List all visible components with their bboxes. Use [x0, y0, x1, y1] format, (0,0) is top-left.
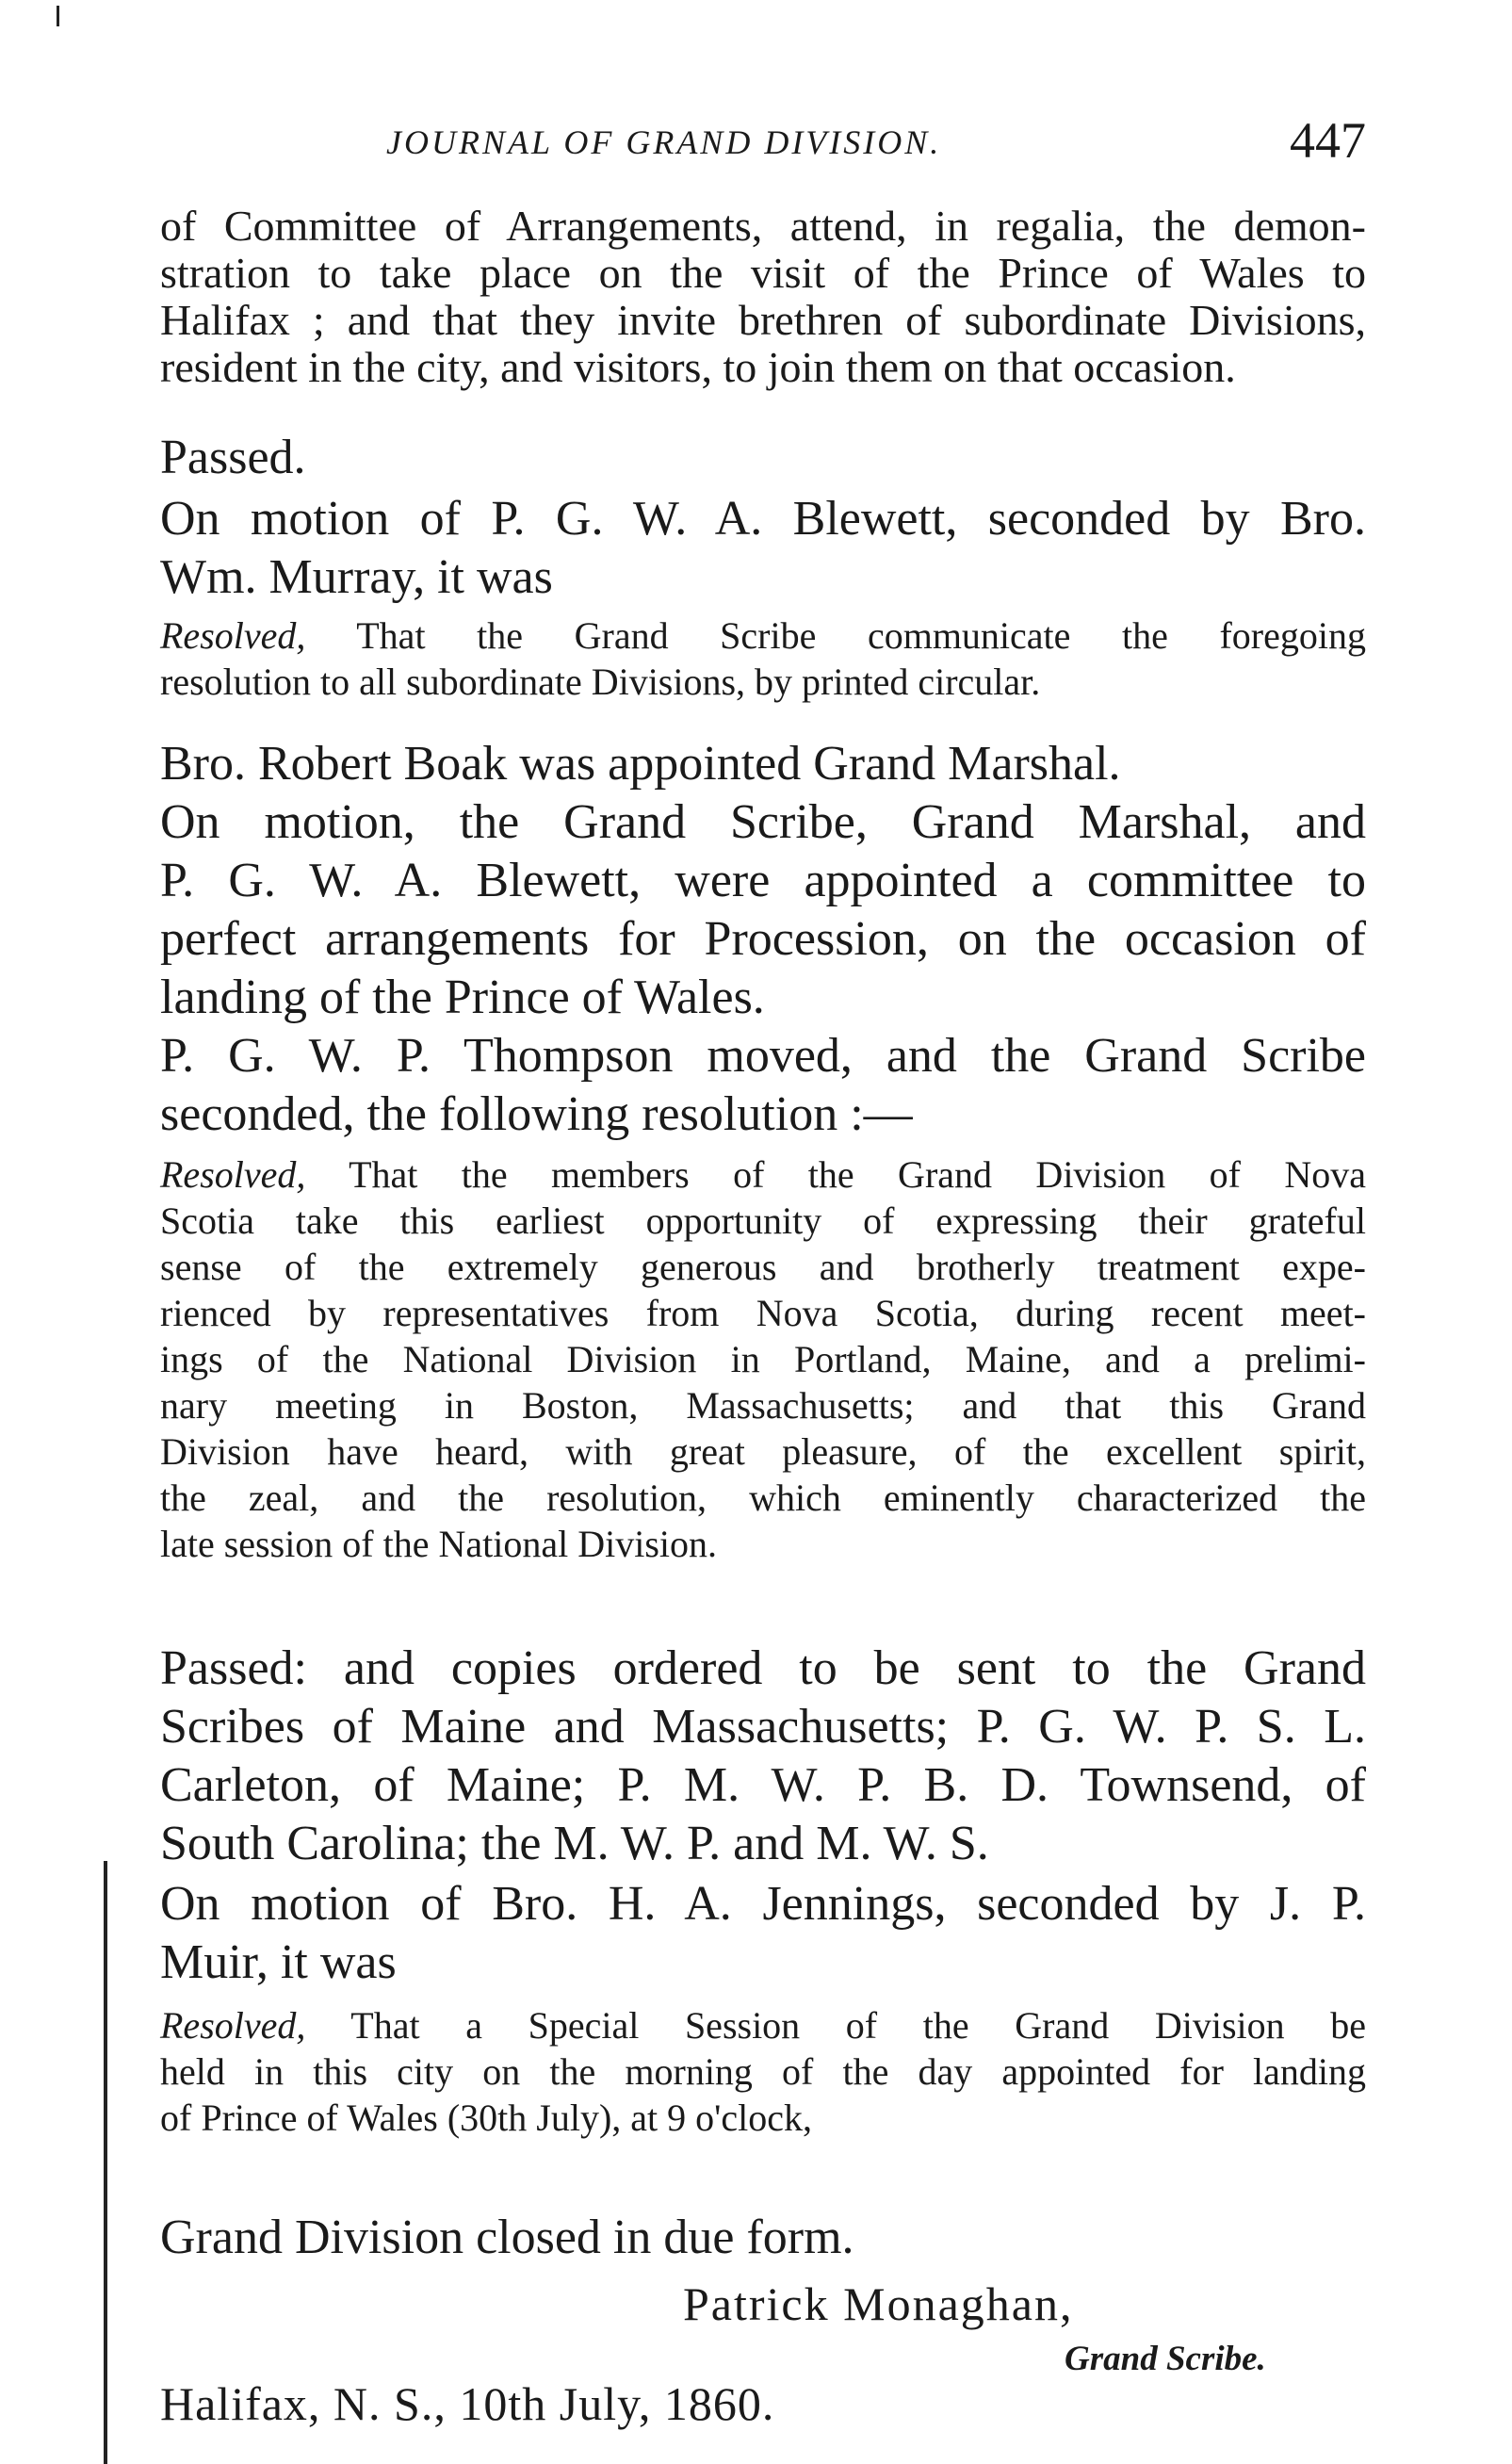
text-line: ings of the National Division in Portland, Maine, and a prelimi-: [160, 1338, 1366, 1380]
text-line: Division have heard, with great pleasure, of the excellent spirit,: [160, 1430, 1366, 1473]
motion-blewett: [160, 490, 1366, 607]
text-line: seconded, the following resolution :—: [160, 1087, 913, 1141]
text-line: Halifax ; and that they invite brethren of subordinate Divisions,: [160, 296, 1366, 344]
resolution-gratitude: [160, 1151, 1366, 1567]
text-line: stration to take place on the visit of the Prince of Wales to: [160, 249, 1366, 297]
text-line: rienced by representatives from Nova Scotia, during recent meet-: [160, 1292, 1366, 1334]
text-line: of Prince of Wales (30th July), at 9 o'clock,: [160, 2097, 812, 2139]
passed-copies-ordered: [160, 1640, 1366, 1873]
corner-mark: [57, 6, 59, 26]
text-line: landing of the Prince of Wales.: [160, 971, 765, 1024]
resolution-special-session: [160, 2002, 1366, 2141]
text-line: Muir, it was: [160, 1935, 397, 1989]
signature-title: Grand Scribe.: [1065, 2340, 1266, 2378]
text-line: P. G. W. A. Blewett, were appointed a committee to: [160, 854, 1366, 907]
text-line: Passed.: [160, 431, 306, 484]
text-line: resolution to all subordinate Divisions, by printed circular.: [160, 661, 1041, 703]
text-line: nary meeting in Boston, Massachusetts; and that this Grand: [160, 1384, 1366, 1427]
motion-jennings: [160, 1875, 1366, 1992]
text-line: Carleton, of Maine; P. M. W. P. B. D. Townsend, of: [160, 1758, 1366, 1812]
resolution-circular: [160, 612, 1366, 705]
text-line: South Carolina; the M. W. P. and M. W. S.: [160, 1817, 989, 1870]
marshal-appointment: [160, 735, 1366, 793]
text-line: Bro. Robert Boak was appointed Grand Marshal.: [160, 737, 1121, 791]
resolved-label: Resolved,: [160, 1153, 306, 1196]
closing-statement: Grand Division closed in due form.: [160, 2211, 854, 2264]
running-head: [160, 111, 1366, 168]
text-line: held in this city on the morning of the day appointed for landing: [160, 2050, 1366, 2093]
signature-name: Patrick Monaghan,: [683, 2277, 1074, 2330]
text-line: Scotia take this earliest opportunity of expressing their grateful: [160, 1199, 1366, 1242]
motion-thompson: [160, 1027, 1366, 1144]
text-line: On motion of Bro. H. A. Jennings, seconded by J. P.: [160, 1877, 1366, 1931]
text-line: That a Special Session of the Grand Division be: [350, 2004, 1366, 2047]
text-line: That the members of the Grand Division of Nova: [349, 1153, 1366, 1196]
text-line: of Committee of Arrangements, attend, in regalia, the demon-: [160, 202, 1366, 250]
text-line: perfect arrangements for Procession, on the occasion of: [160, 912, 1366, 966]
motion-committee-procession: [160, 793, 1366, 1027]
text-line: sense of the extremely generous and brotherly treatment expe-: [160, 1246, 1366, 1288]
text-line: On motion of P. G. W. A. Blewett, seconded by Bro.: [160, 492, 1366, 546]
text-line: late session of the National Division.: [160, 1523, 718, 1565]
page-number: 447: [1290, 112, 1366, 169]
running-title: JOURNAL OF GRAND DIVISION.: [386, 123, 942, 161]
resolved-label: Resolved,: [160, 2004, 306, 2047]
text-line: Passed: and copies ordered to be sent to the Grand: [160, 1641, 1366, 1695]
margin-rule: [104, 1861, 107, 2464]
text-line: the zeal, and the resolution, which eminently characterized the: [160, 1477, 1366, 1519]
place-and-date: Halifax, N. S., 10th July, 1860.: [160, 2377, 775, 2430]
text-line: Scribes of Maine and Massachusetts; P. G. W. P. S. L.: [160, 1700, 1366, 1754]
text-line: Wm. Murray, it was: [160, 550, 553, 604]
text-line: P. G. W. P. Thompson moved, and the Grand Scribe: [160, 1029, 1366, 1083]
paragraph-committee-arrangements: [160, 203, 1366, 391]
resolved-label: Resolved,: [160, 614, 306, 657]
text-line: That the Grand Scribe communicate the foregoing: [356, 614, 1366, 657]
passed-note: [160, 429, 1366, 487]
text-line: On motion, the Grand Scribe, Grand Marshal, and: [160, 795, 1366, 849]
text-line: resident in the city, and visitors, to join them on that occasion.: [160, 343, 1236, 391]
